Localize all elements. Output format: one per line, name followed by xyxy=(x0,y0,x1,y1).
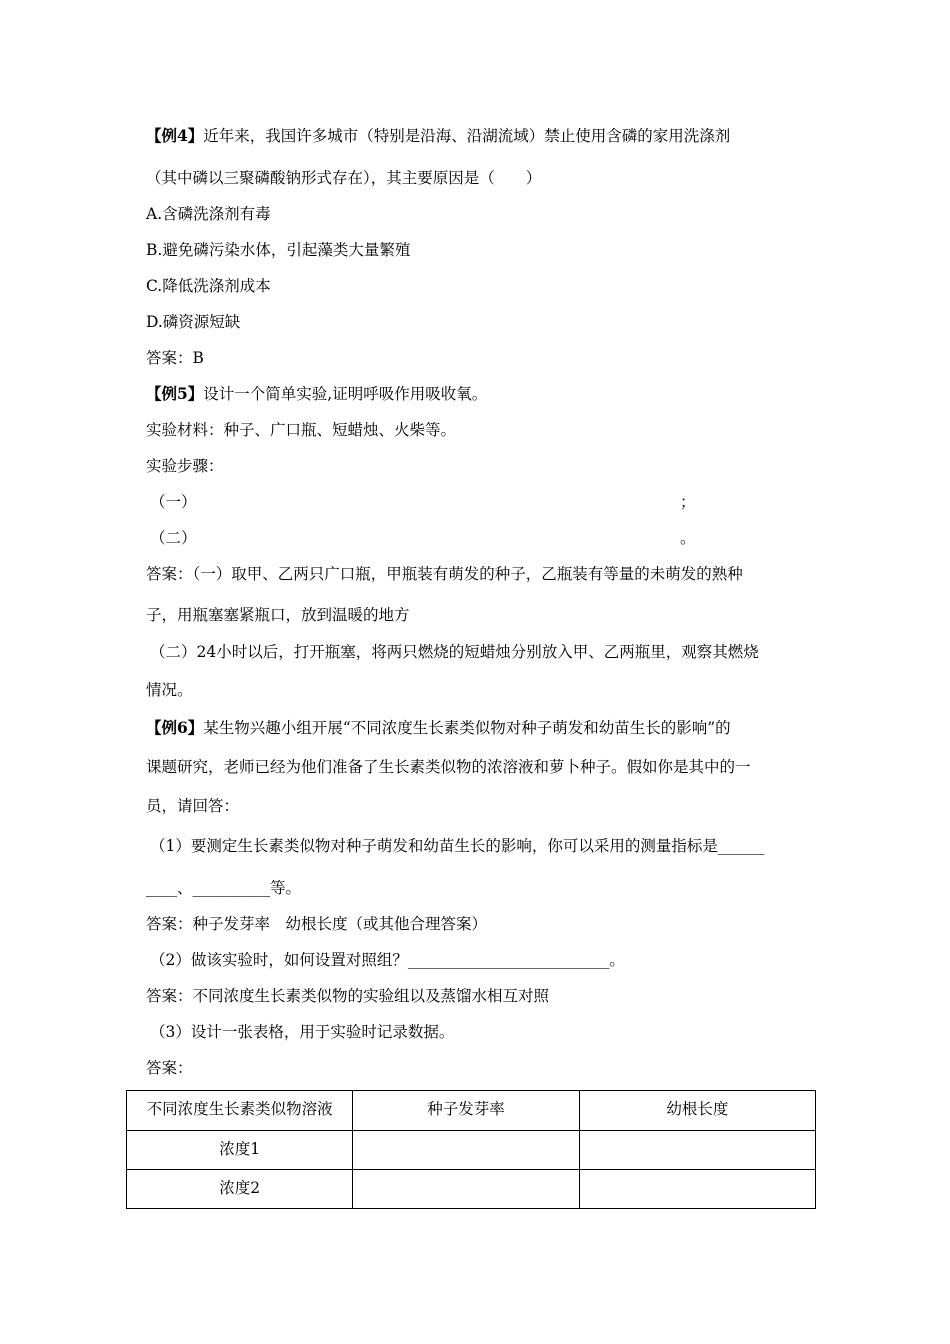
ex6-question-text: 某生物兴趣小组开展“不同浓度生长素类似物对种子萌发和幼苗生长的影响”的 xyxy=(203,719,731,737)
ex4-option-c: C.降低洗涤剂成本 xyxy=(146,277,271,295)
ex5-step1: （一） xyxy=(150,493,197,511)
ex5-tag: 【例5】 xyxy=(146,384,204,403)
ex4-answer: 答案：B xyxy=(146,349,204,367)
table-row xyxy=(127,1131,816,1170)
table-header-cell: 不同浓度生长素类似物溶液 xyxy=(127,1091,353,1131)
ex6-line1 xyxy=(146,718,731,738)
table-cell xyxy=(579,1170,815,1209)
ex6-line2: 课题研究，老师已经为他们准备了生长素类似物的浓溶液和萝卜种子。假如你是其中的一 xyxy=(146,758,751,776)
ex6-q2: （2）做该实验时，如何设置对照组？__________________________。 xyxy=(150,951,625,969)
ex6-q3: （3）设计一张表格，用于实验时记录数据。 xyxy=(150,1023,455,1041)
ex5-question-text: 设计一个简单实验,证明呼吸作用吸收氧。 xyxy=(203,385,488,403)
ex5-materials: 实验材料：种子、广口瓶、短蜡烛、火柴等。 xyxy=(146,421,457,439)
table-header-cell: 种子发芽率 xyxy=(353,1091,579,1131)
ex6-a1: 答案：种子发芽率 幼根长度（或其他合理答案） xyxy=(146,915,488,933)
ex5-step2-end: 。 xyxy=(680,529,696,547)
ex4-line2: （其中磷以三聚磷酸钠形式存在），其主要原因是（ ） xyxy=(146,169,542,187)
ex5-answer-line3: （二）24小时以后，打开瓶塞，将两只燃烧的短蜡烛分别放入甲、乙两瓶里，观察其燃烧 xyxy=(150,643,759,661)
ex4-option-a: A.含磷洗涤剂有毒 xyxy=(146,205,271,223)
ex6-a3: 答案： xyxy=(146,1059,193,1077)
table-header-cell: 幼根长度 xyxy=(579,1091,815,1131)
ex6-q1-line1: （1）要测定生长素类似物对种子萌发和幼苗生长的影响，你可以采用的测量指标是______ xyxy=(150,837,765,855)
ex6-line3: 员，请回答： xyxy=(146,797,240,815)
table-header-row xyxy=(127,1091,816,1131)
ex5-answer-line4: 情况。 xyxy=(146,681,193,699)
ex4-tag: 【例4】 xyxy=(146,126,204,145)
answer-table xyxy=(126,1090,816,1209)
ex6-q1-line2: ____、__________等。 xyxy=(146,879,302,897)
ex4-line1 xyxy=(146,126,730,146)
table-cell: 浓度2 xyxy=(127,1170,353,1209)
ex5-step1-end: ； xyxy=(680,493,696,511)
table-cell xyxy=(353,1170,579,1209)
table-cell xyxy=(579,1131,815,1170)
ex5-step2: （二） xyxy=(150,529,197,547)
ex5-answer-line1: 答案：（一）取甲、乙两只广口瓶，甲瓶装有萌发的种子，乙瓶装有等量的未萌发的熟种 xyxy=(146,565,743,583)
table-cell xyxy=(353,1131,579,1170)
ex4-question-text: 近年来，我国许多城市（特别是沿海、沿湖流域）禁止使用含磷的家用洗涤剂 xyxy=(203,127,731,145)
ex5-answer-line2: 子，用瓶塞塞紧瓶口，放到温暖的地方 xyxy=(146,606,410,624)
ex4-option-b: B.避免磷污染水体，引起藻类大量繁殖 xyxy=(146,241,411,259)
ex5-steps-label: 实验步骤： xyxy=(146,457,224,475)
table-row xyxy=(127,1170,816,1209)
table-cell: 浓度1 xyxy=(127,1131,353,1170)
ex6-tag: 【例6】 xyxy=(146,718,204,737)
ex5-line1 xyxy=(146,384,487,404)
ex6-a2: 答案：不同浓度生长素类似物的实验组以及蒸馏水相互对照 xyxy=(146,987,550,1005)
ex4-option-d: D.磷资源短缺 xyxy=(146,313,241,331)
